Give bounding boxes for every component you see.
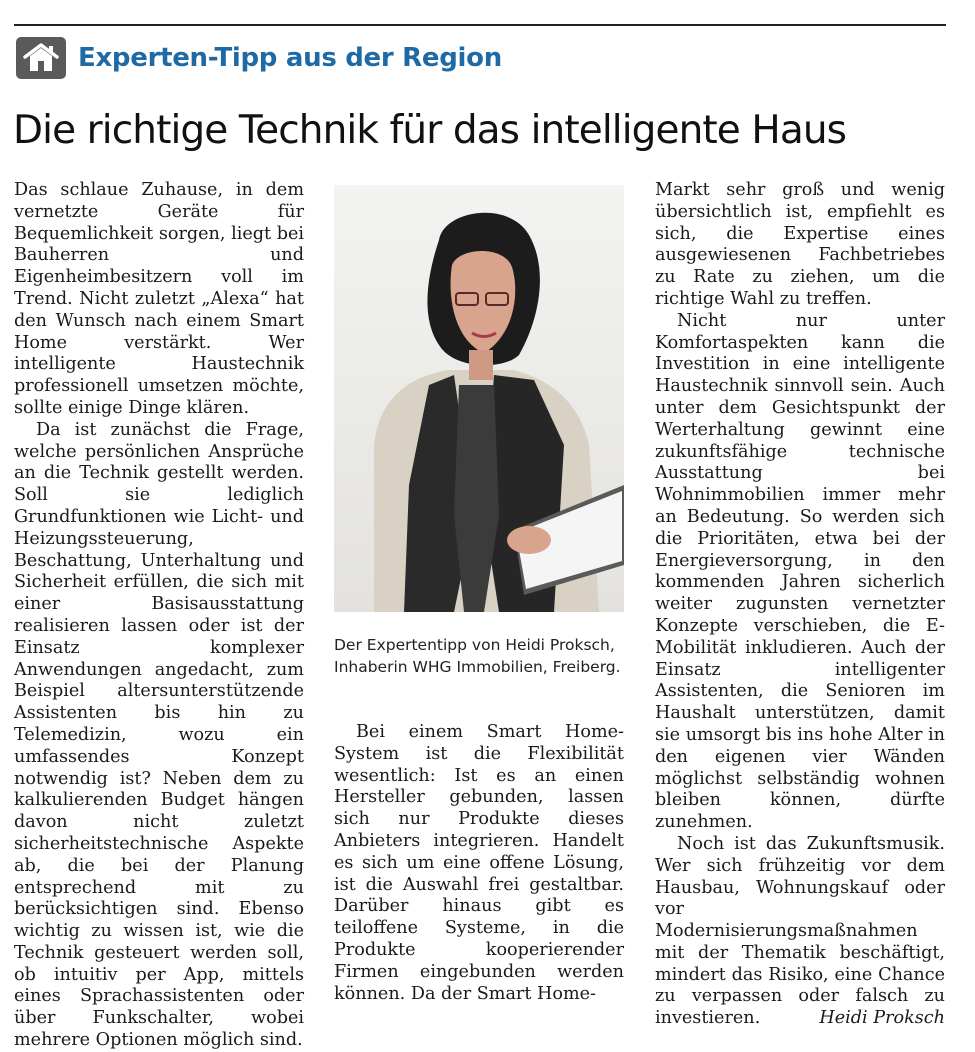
paragraph: Noch ist das Zukunftsmusik. Wer sich frühzeitig vor dem Hausbau, Wohnungskauf oder vor Modernisierungsmaßnahmen mit der Thematik beschäftigt, mindert das Risiko, eine Chance zu verpassen oder falsch zu investieren.: [655, 833, 945, 1029]
paragraph: Da ist zunächst die Frage, welche persönlichen Ansprüche an die Technik gestellt werden. Soll sie lediglich Grundfunktionen wie Licht- und Heizungssteuerung, Beschattung, Unterhaltung und Sicherheit erfüllen, die sich mit einer Basisausstattung realisieren lassen oder ist der Einsatz komplexer Anwendungen angedacht, zum Beispiel altersunterstützende Assistenten bis hin zu Telemedizin, wozu ein umfassendes Konzept notwendig ist? Neben dem zu kalkulierenden Budget hängen davon nicht zuletzt sicherheitstechnische Aspekte ab, die bei der Planung entsprechend mit zu berücksichtigen sind. Ebenso wichtig zu wissen ist, wie die Technik gesteuert werden soll, ob intuitiv per App, mittels eines Sprachassistenten oder über Funkschalter, wobei mehrere Optionen möglich sind.: [14, 419, 304, 1051]
top-rule: [14, 24, 946, 26]
paragraph: Bei einem Smart Home-System ist die Flexibilität wesentlich: Ist es an einen Hersteller gebunden, lassen sich nur Produkte dieses Anbieters integrieren. Handelt es sich um eine offene Lösung, ist die Auswahl frei gestaltbar. Darüber hinaus gibt es teiloffene Systeme, in die Produkte kooperierender Firmen eingebunden werden können. Da der Smart Home-: [334, 722, 624, 1004]
article-column-3: [655, 180, 945, 1030]
paragraph: Markt sehr groß und wenig übersichtlich ist, empfiehlt es sich, die Expertise eines ausgewiesenen Fachbetriebes zu Rate zu ziehen, um die richtige Wahl zu treffen.: [655, 180, 945, 309]
article-column-1: [14, 180, 304, 1052]
house-icon: [16, 37, 66, 79]
author-signature: Heidi Proksch: [819, 1008, 945, 1029]
article-headline: Die richtige Technik für das intelligente Haus: [13, 108, 847, 153]
section-kicker: [16, 36, 502, 80]
paragraph: Nicht nur unter Komfortaspekten kann die Investition in eine intelligente Haustechnik sinnvoll sein. Auch unter dem Gesichtspunkt der Werterhaltung gewinnt eine zukunftsfähige technische Ausstattung bei Wohnimmobilien immer mehr an Bedeutung. So werden sich die Prioritäten, etwa bei der Energieversorgung, in den kommenden Jahren sicherlich weiter zugunsten vernetzter Konzepte verschieben, die E-Mobilität inkludieren. Auch der Einsatz intelligenter Assistenten, die Senioren im Haushalt unterstützen, damit sie umsorgt bis ins hohe Alter in den eigenen vier Wänden möglichst selbständig wohnen bleiben können, dürfte zunehmen.: [655, 310, 945, 833]
kicker-title: Experten-Tipp aus der Region: [78, 43, 502, 73]
paragraph-last: [655, 834, 945, 1030]
article-column-2: [334, 722, 624, 1005]
photo-caption: Der Expertentipp von Heidi Proksch, Inhaberin WHG Immobilien, Freiberg.: [334, 636, 621, 676]
paragraph: Das schlaue Zuhause, in dem vernetzte Geräte für Bequemlichkeit sorgen, liegt bei Bauherren und Eigenheimbesitzern voll im Trend. Nicht zuletzt „Alexa“ hat den Wunsch nach einem Smart Home verstärkt. Wer intelligente Haustechnik professionell umsetzen möchte, sollte einige Dinge klären.: [14, 180, 304, 418]
portrait-photo: [334, 185, 624, 612]
